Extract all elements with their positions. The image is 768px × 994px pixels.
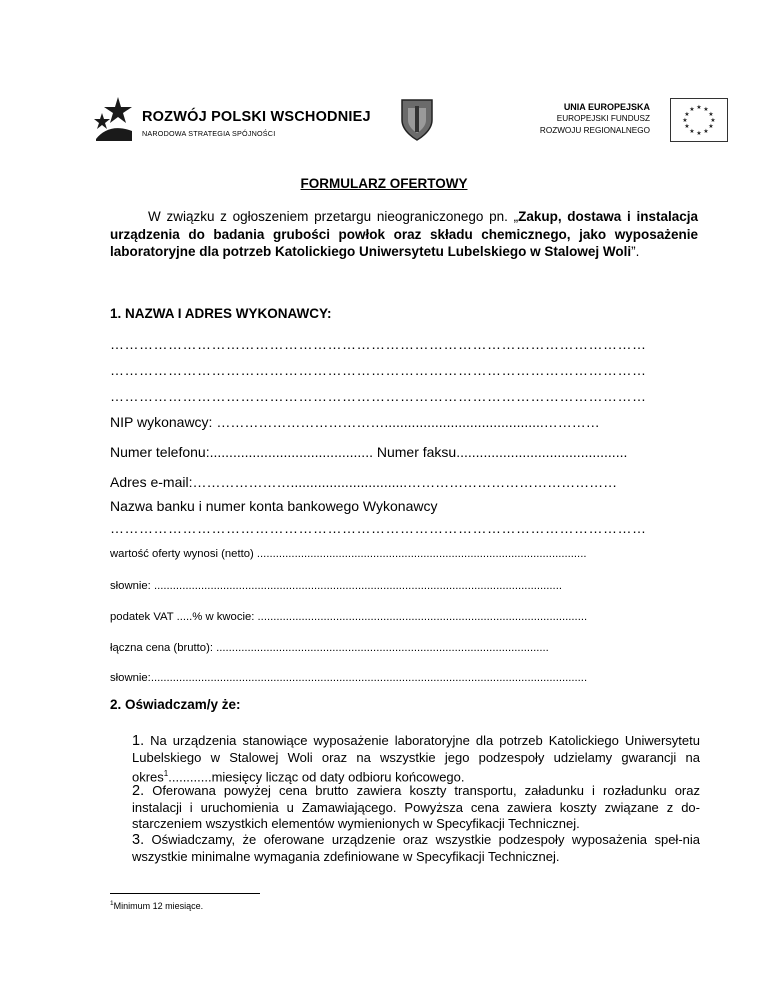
statement-1-tail: ............miesięcy licząc od daty odbioru końcowego. [168,769,465,785]
svg-text:★: ★ [689,128,695,135]
statement-2-text: Oferowana powyżej cena brutto zawiera koszty transportu, załadunku i rozładunku oraz instalacji i uruchomienia u Zamawiającego. Powyższa cena zawiera koszty związane z do-starczeniem wszystkich elementów wymienionych w Specyfikacji Technicznej. [132,783,700,831]
eu-flag-icon [670,98,728,142]
intro-lead: W związku z ogłoszeniem przetargu nieograniczonego pn. „ [148,209,519,224]
footnote [110,900,203,911]
rozwoj-polski-wschodniej-logo [92,95,371,145]
bank-label: Nazwa banku i numer konta bankowego Wykonawcy [110,498,438,514]
logo-subtitle: NARODOWA STRATEGIA SPÓJNOŚCI [142,129,276,138]
net-value-field[interactable]: wartość oferty wynosi (netto) ......................................................................................................... [110,548,587,560]
nip-field[interactable]: NIP wykonawcy: ……………………………….........................................………… [110,414,600,430]
name-address-line-2[interactable]: ………………………………………………………………………………………………… [110,362,647,378]
email-field[interactable]: Adres e-mail:…………………..............................……………………………………… [110,474,618,490]
footnote-ref: 1 [163,769,169,778]
eu-line-2: EUROPEJSKI FUNDUSZ [556,114,650,123]
phone-fax-field[interactable]: Numer telefonu:.......................................... Numer faksu............................................ [110,444,628,460]
name-address-line-3[interactable]: ………………………………………………………………………………………………… [110,388,647,404]
statement-1 [132,733,700,786]
university-crest [400,98,434,147]
footnote-text: Minimum 12 miesiące. [113,901,204,911]
svg-text:★: ★ [682,117,688,124]
vat-field[interactable]: podatek VAT .....% w kwocie: ......................................................................................................... [110,611,588,623]
bank-account-line[interactable]: ………………………………………………………………………………………………… [110,520,647,536]
svg-text:★: ★ [684,111,690,118]
statement-2-number: 2. [132,783,145,799]
svg-text:★: ★ [708,111,714,118]
words-field-1[interactable]: słownie: .................................................................................................................................. [110,580,562,592]
section-1-heading: 1. NAZWA I ADRES WYKONAWCY: [110,306,332,321]
form-title: FORMULARZ OFERTOWY [300,176,468,191]
footnote-mark: 1 [110,900,114,907]
gross-price-field[interactable]: łączna cena (brutto): .......................................................................................................... [110,642,549,654]
statement-3 [132,832,700,865]
intro-paragraph [110,208,698,261]
statement-3-text: Oświadczamy, że oferowane urządzenie oraz wszystkie podzespoły wyposażenia speł-nia wszystkie minimalne wymagania zdefiniowane w Specyfikacji Technicznej. [132,832,700,864]
intro-subject: Zakup, dostawa i instalacja urządzenia do badania grubości powłok oraz składu chemicznego, jako wyposażenie laboratoryjne dla potrzeb Katolickiego Uniwersytetu Lubelskiego w Stalowej Woli [110,209,699,259]
svg-text:★: ★ [703,106,709,113]
svg-text:★: ★ [710,117,716,124]
svg-text:★: ★ [703,128,709,135]
eu-line-1: UNIA EUROPEJSKA [563,102,650,112]
statement-1-number: 1. [132,733,145,749]
name-address-line-1[interactable]: ………………………………………………………………………………………………… [110,336,647,352]
section-2-heading: 2. Oświadczam/y że: [110,697,241,712]
statement-1-text: Na urządzenia stanowiące wyposażenie laboratoryjne dla potrzeb Katolickiego Uniwersytetu Lubelskiego w Stalowej Woli oraz na wszystkie jego podzespoły udzielamy gwarancji na okres [132,733,700,785]
svg-text:★: ★ [684,123,690,130]
footnote-divider [110,893,260,894]
statement-3-number: 3. [132,832,145,848]
words-field-2[interactable]: słownie:........................................................................................................................................... [110,672,588,684]
svg-text:★: ★ [708,123,714,130]
eu-line-3: ROZWOJU REGIONALNEGO [539,126,650,135]
logo-title: ROZWÓJ POLSKI WSCHODNIEJ [142,109,371,125]
svg-text:★: ★ [696,130,702,137]
star-emblem-icon [92,95,136,143]
crest-icon [400,98,434,142]
svg-text:★: ★ [689,106,695,113]
statement-2 [132,783,700,833]
eu-fund-logo [520,98,728,144]
intro-tail: ”. [631,244,640,259]
svg-text:★: ★ [696,104,702,111]
